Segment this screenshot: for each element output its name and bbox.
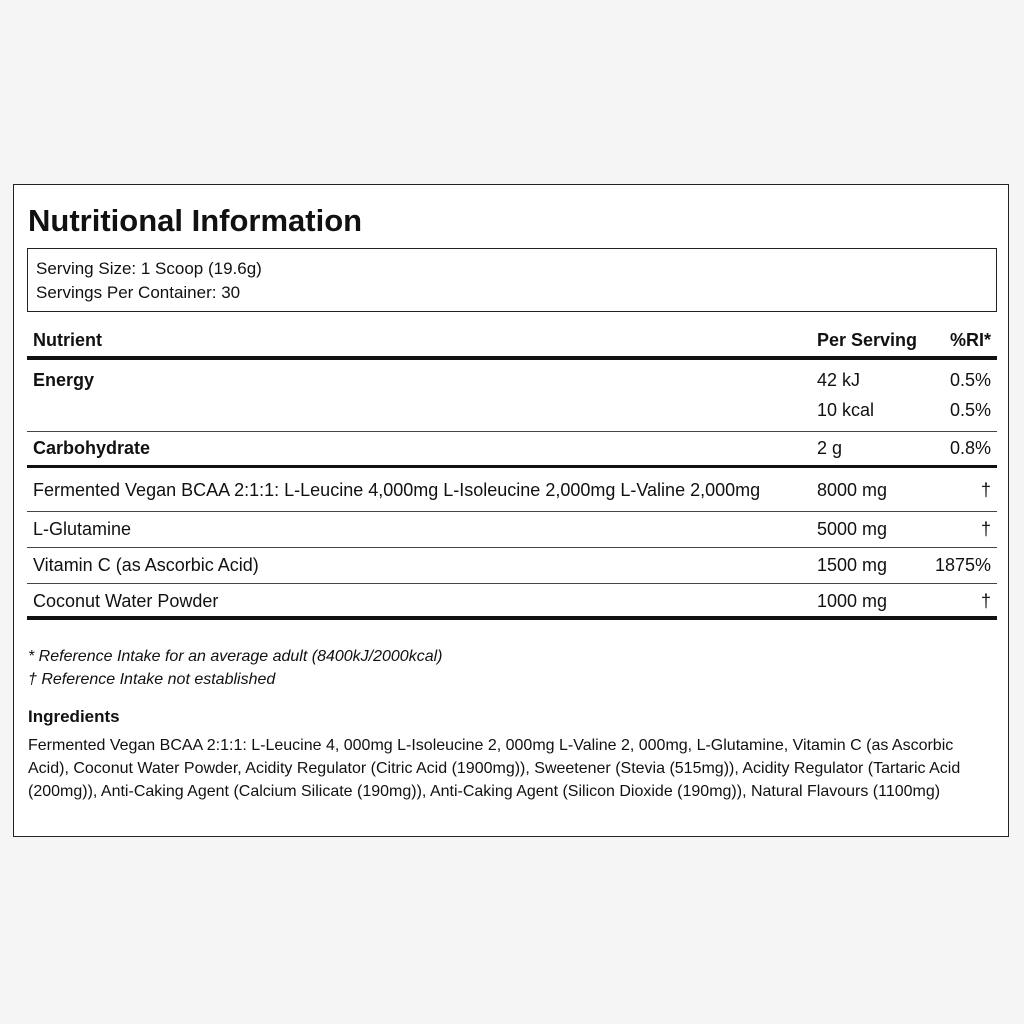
ingredients-title: Ingredients — [28, 707, 120, 726]
nutrition-panel — [13, 184, 1009, 837]
nutrient-ri: 0.5% — [949, 370, 991, 390]
nutrient-name: Vitamin C (as Ascorbic Acid) — [33, 555, 259, 575]
header-ri: %RI* — [949, 330, 991, 350]
nutrient-name: Fermented Vegan BCAA 2:1:1: L-Leucine 4,000mg L-Isoleucine 2,000mg L-Valine 2,000mg — [33, 480, 761, 500]
nutrient-amount: 10 kcal — [817, 400, 875, 420]
header-nutrient: Nutrient — [33, 330, 102, 350]
nutrient-ri: † — [980, 480, 991, 500]
servings-per-container: Servings Per Container: 30 — [36, 283, 241, 302]
serving-size: Serving Size: 1 Scoop (19.6g) — [36, 259, 262, 278]
footnotes — [28, 645, 442, 691]
page-title: Nutritional Information — [28, 203, 363, 238]
ingredients-text: Fermented Vegan BCAA 2:1:1: L-Leucine 4, 000mg L-Isoleucine 2, 000mg L-Valine 2, 000mg, L-Glutamine, Vitamin C (as Ascorbic Acid), Coconut Water Powder, Acidity Regulator (Citric Acid (1900mg)), Sweetener (Stevia (515mg)), Acidity Regulator (Tartaric Acid (200mg)), Anti-Caking Agent (Calcium Silicate (190mg)), Anti-Caking Agent (Silicon Dioxide (190mg)), Natural Flavours (1100mg) — [28, 737, 961, 800]
table-row-carbohydrate — [27, 432, 997, 468]
nutrient-name: Carbohydrate — [33, 438, 151, 458]
nutrient-ri: 1875% — [934, 555, 991, 575]
table-row-energy-kcal — [27, 396, 997, 432]
nutrient-ri: 0.5% — [949, 400, 991, 420]
serving-info-box — [27, 248, 997, 312]
nutrient-amount: 8000 mg — [817, 480, 888, 500]
table-row-energy-kj — [27, 360, 997, 396]
nutrient-ri: † — [980, 519, 991, 539]
nutrient-amount: 1500 mg — [817, 555, 888, 575]
nutrient-amount: 5000 mg — [817, 519, 888, 539]
table-row — [27, 584, 997, 620]
nutrient-ri: † — [980, 591, 991, 611]
footnote-ri: * Reference Intake for an average adult (8400kJ/2000kcal) — [28, 648, 443, 665]
header-per-serving: Per Serving — [817, 330, 918, 350]
nutrient-amount: 42 kJ — [817, 370, 861, 390]
nutrient-name: L-Glutamine — [33, 519, 132, 539]
nutrition-table — [27, 325, 997, 620]
table-row — [27, 468, 997, 512]
table-row — [27, 512, 997, 548]
nutrient-name: Energy — [33, 370, 95, 390]
table-row — [27, 548, 997, 584]
table-header — [27, 325, 997, 360]
nutrient-name: Coconut Water Powder — [33, 591, 219, 611]
footnote-not-established: † Reference Intake not established — [28, 671, 276, 688]
nutrient-ri: 0.8% — [949, 438, 991, 458]
nutrient-amount: 1000 mg — [817, 591, 888, 611]
nutrient-amount: 2 g — [817, 438, 843, 458]
